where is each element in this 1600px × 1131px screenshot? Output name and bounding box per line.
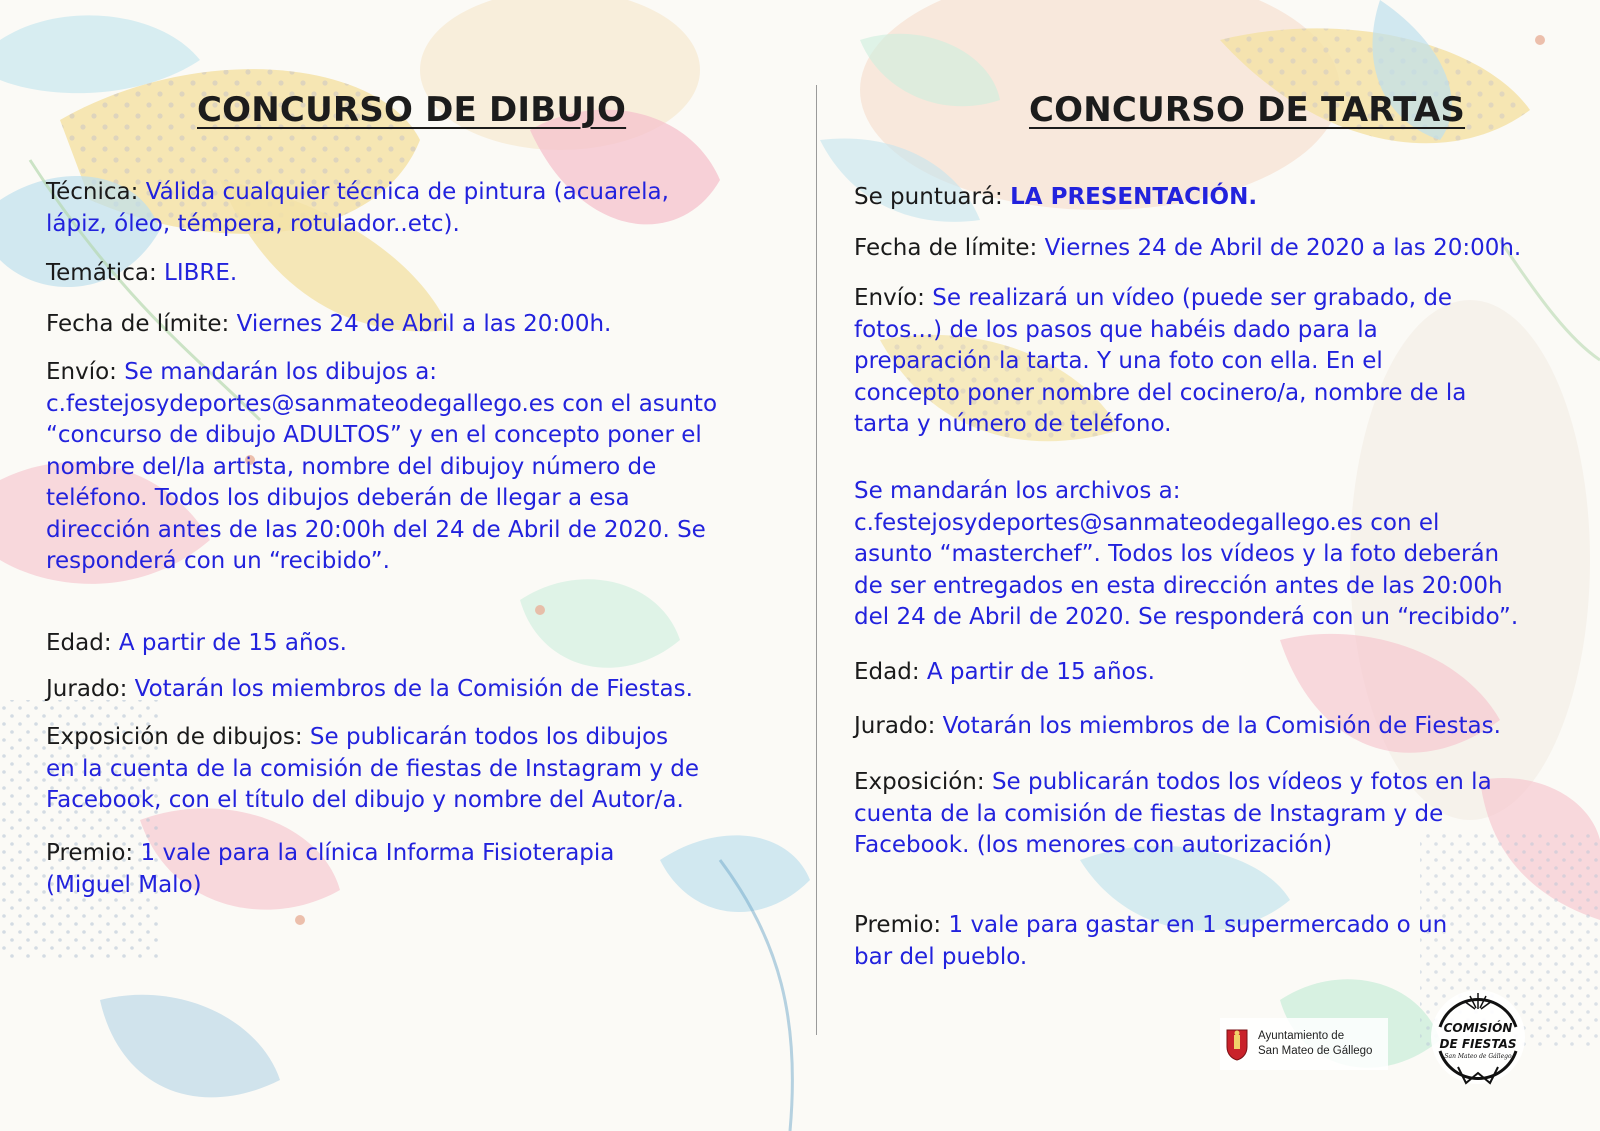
exposicion-line1: Se publicarán todos los vídeos y fotos en la <box>991 769 1492 795</box>
premio-line1: 1 vale para la clínica Informa Fisioterapia <box>140 840 615 866</box>
jurado-label: Jurado: <box>854 713 936 739</box>
archivos-line1: Se mandarán los archivos a: <box>854 478 1181 504</box>
exposicion-line2: en la cuenta de la comisión de fiestas de Instagram y de <box>46 755 700 782</box>
exposicion-line1: Se publicarán todos los dibujos <box>309 724 669 750</box>
archivos-paragraph <box>854 476 1518 634</box>
puntuara-value: LA PRESENTACIÓN. <box>1010 184 1258 210</box>
envio-line3: “concurso de dibujo ADULTOS” y en el concepto poner el <box>46 422 702 448</box>
fecha-paragraph <box>854 233 1521 265</box>
archivos-line2: c.festejosydeportes@sanmateodegallego.es con el <box>854 509 1440 536</box>
envio-label: Envío: <box>46 359 117 385</box>
edad-label: Edad: <box>46 630 112 656</box>
puntuara-label: Se puntuará: <box>854 184 1003 210</box>
tematica-paragraph <box>46 258 237 290</box>
tecnica-line2: lápiz, óleo, témpera, rotulador..etc). <box>46 210 460 237</box>
tematica-value: LIBRE. <box>164 260 238 286</box>
edad-paragraph <box>854 657 1155 689</box>
premio-line2: bar del pueblo. <box>854 943 1028 970</box>
ayuntamiento-logo <box>1220 1018 1388 1070</box>
edad-label: Edad: <box>854 659 920 685</box>
envio-line4: nombre del/la artista, nombre del dibujoy número de <box>46 453 657 480</box>
jurado-paragraph <box>854 711 1501 743</box>
premio-label: Premio: <box>46 840 134 866</box>
exposicion-paragraph <box>46 722 699 817</box>
envio-line2: fotos...) de los pasos que habéis dado para la <box>854 316 1378 343</box>
comision-line2: DE FIESTAS <box>1439 1037 1517 1051</box>
puntuara-paragraph <box>854 182 1257 214</box>
premio-line1: 1 vale para gastar en 1 supermercado o un <box>948 912 1448 938</box>
envio-line5: teléfono. Todos los dibujos deberán de llegar a esa <box>46 485 630 511</box>
exposicion-line2: cuenta de la comisión de fiestas de Instagram y de <box>854 800 1444 827</box>
archivos-line4: de ser entregados en esta dirección antes de las 20:00h <box>854 572 1503 599</box>
jurado-value: Votarán los miembros de la Comisión de Fiestas. <box>134 676 693 702</box>
cake-contest-title: CONCURSO DE TARTAS <box>1029 90 1466 130</box>
edad-value: A partir de 15 años. <box>926 659 1155 685</box>
premio-paragraph <box>46 838 614 901</box>
ayuntamiento-line1: Ayuntamiento de <box>1258 1030 1345 1042</box>
drawing-contest-title: CONCURSO DE DIBUJO <box>197 90 627 130</box>
envio-line3: preparación la tarta. Y una foto con ella. En el <box>854 348 1383 374</box>
edad-paragraph <box>46 628 347 660</box>
exposicion-label: Exposición: <box>854 769 985 795</box>
envio-line5: tarta y número de teléfono. <box>854 411 1172 437</box>
envio-line6: dirección antes de las 20:00h del 24 de Abril de 2020. Se <box>46 516 706 543</box>
fecha-label: Fecha de límite: <box>854 235 1038 261</box>
envio-line1: Se mandarán los dibujos a: <box>124 359 438 385</box>
ayuntamiento-line2: San Mateo de Gállego <box>1258 1045 1373 1057</box>
exposicion-line3: Facebook, con el título del dibujo y nombre del Autor/a. <box>46 787 684 813</box>
envio-line7: responderá con un “recibido”. <box>46 548 390 574</box>
jurado-label: Jurado: <box>46 676 128 702</box>
coat-of-arms-icon <box>1226 1027 1248 1061</box>
premio-line2: (Miguel Malo) <box>46 871 202 898</box>
premio-paragraph <box>854 910 1447 973</box>
jurado-value: Votarán los miembros de la Comisión de Fiestas. <box>942 713 1501 739</box>
archivos-line3: asunto “masterchef”. Todos los vídeos y la foto deberán <box>854 541 1500 567</box>
tecnica-line1: Válida cualquier técnica de pintura (acuarela, <box>145 179 669 205</box>
exposicion-paragraph <box>854 767 1492 862</box>
envio-paragraph <box>854 283 1466 441</box>
edad-value: A partir de 15 años. <box>118 630 347 656</box>
comision-fiestas-logo <box>1428 987 1528 1087</box>
envio-paragraph <box>46 357 717 578</box>
comision-line3: San Mateo de Gállego <box>1444 1053 1512 1060</box>
archivos-line5: del 24 de Abril de 2020. Se responderá con un “recibido”. <box>854 604 1519 630</box>
fecha-value: Viernes 24 de Abril de 2020 a las 20:00h. <box>1044 235 1522 261</box>
envio-line1: Se realizará un vídeo (puede ser grabado, de <box>932 285 1453 311</box>
fecha-value: Viernes 24 de Abril a las 20:00h. <box>236 311 612 337</box>
tecnica-paragraph <box>46 177 669 240</box>
column-divider <box>816 85 817 1035</box>
envio-label: Envío: <box>854 285 925 311</box>
comision-line1: COMISIÓN <box>1443 1021 1513 1035</box>
fecha-label: Fecha de límite: <box>46 311 230 337</box>
premio-label: Premio: <box>854 912 942 938</box>
jurado-paragraph <box>46 674 693 706</box>
tecnica-label: Técnica: <box>46 179 139 205</box>
fecha-paragraph <box>46 309 611 341</box>
exposicion-line3: Facebook. (los menores con autorización) <box>854 832 1333 858</box>
tematica-label: Temática: <box>46 260 157 286</box>
envio-line4: concepto poner nombre del cocinero/a, nombre de la <box>854 379 1467 406</box>
envio-line2: c.festejosydeportes@sanmateodegallego.es con el asunto <box>46 390 718 417</box>
exposicion-label: Exposición de dibujos: <box>46 724 303 750</box>
